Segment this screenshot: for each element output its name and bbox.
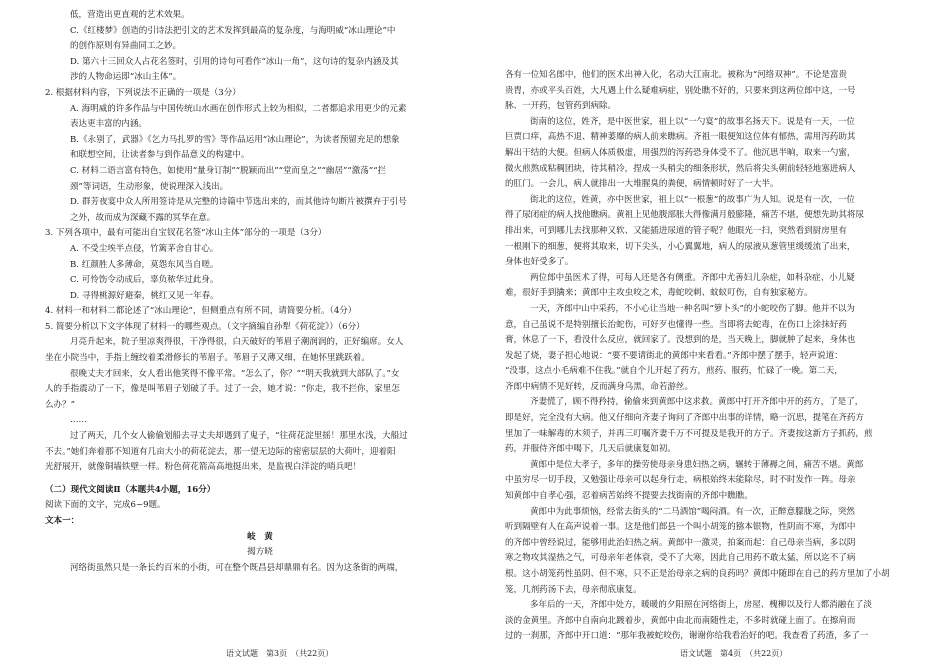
section-heading: （二）现代文阅读Ⅱ（本题共4小题，16分） — [45, 484, 216, 495]
page-footer-left: 语文试题 第3页 （共22页） — [226, 649, 334, 658]
story-line: 膏，休息了一下，看没什么反应，就回家了。没想到的是，当天晚上，脚就肿了起来，身体也 — [505, 335, 856, 346]
q2-option-a-line2: 表达更丰富的内涵。 — [70, 119, 147, 130]
excerpt-line: 不去。”她们奔着那不知道有几亩大小的荷花淀去，那一望无边际的密密层层的大荷叶，迎着阳 — [45, 446, 396, 457]
story-line: 听到隔壁有人在高声说着一事。这是他们郎县一个叫小胡笼的猕本银物，性阴而不寒，为郎中 — [505, 522, 856, 533]
story-line: 难，很好手到擒来；黄郎中主攻虫咬之术，毒蛇咬刺、蚊蚁叮伤，自有独家秘方。 — [505, 288, 813, 299]
question-2: 2. 根据材料内容，下列说法不正确的一项是（3分） — [45, 87, 241, 98]
story-line: 寒之物攻其湿热之气，可母亲年老体衰，受不了大寒，因此自己用药不敢太猛，所以迄不了病 — [505, 553, 856, 564]
page-footer-right: 语文试题 第4页 （共22页） — [680, 649, 788, 658]
q2-option-b-line1: B.《永别了，武器》《乞力马扎罗的雪》等作品运用“冰山理论”，为读者预留充足的想象 — [70, 134, 400, 145]
section-instruction: 阅读下面的文字，完成6~9题。 — [45, 500, 166, 511]
story-line: 淡的金黄里。齐郎中自南向北踱着步，黄郎中由北而南随性走，不多时就碰上面了。在擦肩而 — [505, 615, 856, 626]
q2-option-d-line1: D. 群芳夜宴中众人所用签诗是从完整的诗篇中节选出来的，而其他诗句断片被撰弃于引号 — [70, 197, 407, 208]
q2-option-b-line2: 和联想空间，让读者参与到作品意义的构建中。 — [70, 150, 250, 161]
story-line: 一天，齐郎中山中采药，不小心让当地一种名叫“箩卜头”的小蛇咬伤了脚。他并不以为 — [530, 303, 855, 314]
story-line: 身体也好受多了。 — [505, 257, 574, 268]
story-line: “没事，这点小毛病难不住我。”就自个儿开起了药方，煎药、服药，忙碌了一晚。第二天， — [505, 366, 843, 377]
excerpt-line: 很晚丈夫才回来，女人看出他笑得不像平常。“怎么了，你？”“明天我就到大部队了。”女 — [70, 368, 400, 379]
left-column — [45, 8, 475, 576]
option-d-line1: D. 第六十三回众人占花名签时，引用的诗句可看作“冰山一角”，这句诗的复杂内涵及其 — [70, 56, 399, 67]
excerpt-ellipsis: …… — [70, 415, 88, 426]
question-3: 3. 下列各项中，最有可能出自宝钗花名签“冰山主体”部分的一项是（3分） — [45, 228, 327, 239]
q2-option-a-line1: A. 海明威的许多作品与中国传统山水画在创作形式上较为相似，二者都追求用更少的元素 — [70, 103, 407, 114]
q2-option-c-line2: 颈”等词语，生动形象，使说理深入浅出。 — [70, 181, 229, 192]
story-title: 岐 黄 — [247, 531, 273, 542]
right-column — [505, 68, 935, 645]
story-line: 中虽穷尽一切手段，又勉强让母亲可以起身行走，病根始终未能除尽，时不时发作一阵。母亲 — [505, 475, 856, 486]
option-c-line2: 的创作原则有异曲同工之妙。 — [70, 41, 182, 52]
story-author: 揭方晓 — [247, 547, 273, 558]
story-line: 一根刚下的细葱，便将其取来，切下尖头，小心翼翼地，病人的尿液从葱管里缓缓流了出来， — [505, 241, 856, 252]
story-line: 街北的这位，姓黄，亦中医世家，祖上以“一根葱”的故事广为人知。说是有一次，一位 — [530, 194, 855, 205]
story-line: 过的一刹那，齐郎中开口道：“那年我被蛇咬伤，谢谢你给我看治好的吧。我查看了药渣，多了一 — [505, 631, 869, 642]
story-line: 街南的这位，姓齐，是中医世家，祖上以“一勺宴”的故事名扬天下。说是有一天，一位 — [530, 116, 855, 127]
excerpt-line: 人的手指震动了一下，像是叫苇眉子划破了手。过了一会，她才说：“你走，我不拦你，家里怎 — [45, 384, 400, 395]
story-line: 解出干结的大便。但病人体质极虚，用强烈的泻药恐身体受不了。他沉思半晌，取来一勺蜜， — [505, 147, 856, 158]
story-line: 脉、一开药，包管药到病除。 — [505, 101, 617, 112]
story-line: 黄郎中是位大孝子，多年的操劳使母亲身患妇热之病，辗转于薄褥之间，痛苦不堪。黄郎 — [530, 459, 864, 470]
story-line: 巨贾口痒，高热不退、精神萎靡的病人前来瞧病。齐祖一眼便知这位体有郁热，需用泻药助其 — [505, 132, 856, 143]
story-line: 黄郎中为此事烦恼，经常去街头的“二马酒馆”喝闷酒。有一次，正醉意朦胧之际，突然 — [530, 506, 855, 517]
story-line: 笼，几剂药汤下去，母亲彻底康复。 — [505, 584, 642, 595]
story-line: 药，并服侍齐郎中喝下，几天后就康复如初。 — [505, 444, 676, 455]
story-line: 排出来，可到哪儿去找那种又软、又能插进尿道的管子呢？他眼光一扫，突然看到厨房里有 — [505, 225, 847, 236]
question-4: 4. 材料一和材料二都论述了“冰山理论”，但侧重点有所不同，请简要分析。（4分） — [45, 306, 357, 317]
story-line: 微火煎熬成粘稠团块，待其稍冷，捏成一头稍尖的细条形状，然后将尖头朝前轻轻地塞进病人 — [505, 163, 856, 174]
story-line: 的齐郎中曾经说过，能够用此治妇热之病。黄郎中一激灵，拍案而起：自己母亲当病，多以阴 — [505, 537, 856, 548]
story-line: 贵胄，亦或平头百姓，大凡遇上什么疑难病症，别处瞧不好的，只要来到这两位郎中这，一号 — [505, 85, 856, 96]
story-line: 齐妻慌了，顾不得矜持，偷偷来到黄郎中这求救。黄郎中打开齐郎中开的药方，了是了， — [530, 397, 864, 408]
q3-option-b: B. 红颜胜人多薄命，莫怨东风当自嗟。 — [70, 259, 219, 270]
story-line: 得了尿闭症的病人找他瞧病。黄祖上见他腹部胀大得像满月般膨隆，痛苦不堪，便想先助其将尿 — [505, 210, 864, 221]
excerpt-line: 么办？” — [45, 399, 76, 410]
story-line: 发起了烧，妻子担心地说：“要不要请街北的黄郎中来看看。”齐郎中摆了摆手，轻声说道： — [505, 350, 843, 361]
option-c-continued: 低，营造出更直观的艺术效果。 — [70, 10, 190, 20]
story-line: 多年后的一天，齐郎中处方，暖暖的夕阳照在河络街上，房屋、槐柳以及行人都消融在了淡 — [530, 600, 872, 611]
q3-option-d: D. 寻得桃源好避秦，桃红又见一年春。 — [70, 290, 219, 301]
story-line: 齐郎中病情不见好转，反而满身乌黑，命若游丝。 — [505, 381, 694, 392]
excerpt-line: 月亮升起来，院子里凉爽得很，干净得很，白天破好的苇眉子潮润润的，正好编席。女人 — [70, 337, 404, 348]
story-line: 知黄郎中自孝心强，忍着病苦始终不提要去找街南的齐郎中瞧瞧。 — [505, 491, 753, 502]
q3-option-c: C. 可怜饬令动成后，辜负秾华过此身。 — [70, 275, 219, 286]
option-d-line2: 涉的人物命运即“冰山主体”。 — [70, 72, 182, 83]
text-one-label: 文本一： — [45, 516, 80, 526]
story-line: 两位郎中虽医术了得，可每人还是各有侧重。齐郎中尤善妇儿杂症，如科杂症、小儿疑 — [530, 272, 855, 283]
story-paragraph: 河络街虽然只是一条长约百米的小街，可在整个既昌县却鼎鼎有名。因为这条街的两端， — [70, 562, 404, 573]
story-line: 意，自己虽说不是特别擅长治蛇伤，可好歹也懂得一些。当即将去蛇毒，在伤口上涂抹好药 — [505, 319, 847, 330]
question-5: 5. 简要分析以下文字体现了材料一的哪些观点。（文字摘编自孙犁《荷花淀》）（6分） — [45, 321, 365, 332]
excerpt-line: 光舒展开，就像铜墙铁壁一样。粉色荷花箭高高地挺出来，是监视白洋淀的哨兵吧！ — [45, 462, 362, 473]
q2-option-d-line2: 之外，故而成为深藏不露的冥华在意。 — [70, 212, 216, 223]
q3-option-a: A. 不受尘埃半点侵，竹篱茅舍自甘心。 — [70, 243, 219, 254]
story-line: 里加了一味解毒的木须子，并再三叮嘱齐妻千万不可提及是我开的方子。齐妻按这新方子抓药，煎 — [505, 428, 873, 439]
excerpt-line: 过了两天，几个女人偷偷划船去寻丈夫却遇到了鬼子，“往荷花淀里摇！那里水浅，大船过 — [70, 431, 408, 442]
option-c-line1: C.《红楼梦》创造的引诗法把引文的艺术发挥到最高的复杂度，与海明威“冰山理论”中 — [70, 25, 396, 36]
story-line: 的肛门。一会儿，病人就排出一大堆腥臭的粪便，病情顿时好了一大半。 — [505, 179, 779, 190]
story-line: 各有一位知名郎中，他们的医术出神入化，名动大江南北。被称为“河络双神”。不论是富贵 — [505, 70, 848, 80]
story-line: 即是好，完全没有大病。他又仔细向齐妻子询问了齐郎中出事的详情，略一沉思，提笔在齐药方 — [505, 413, 864, 424]
q2-option-c-line1: C. 材料二语言富有特色，如使用“量身订制”“脱颖而出”“堂而皇之”“幽居”“激荡”“拦 — [70, 165, 387, 176]
excerpt-line: 坐在小院当中，手指上缠绞着柔滑修长的苇眉子。苇眉子又薄又细，在她怀里跳跃着。 — [45, 353, 370, 364]
story-line: 根。这小胡笼药性虽阴、但不寒，只不正是治母亲之病的良药吗？黄郎中随即在自己的药方里加了小胡 — [505, 569, 890, 579]
